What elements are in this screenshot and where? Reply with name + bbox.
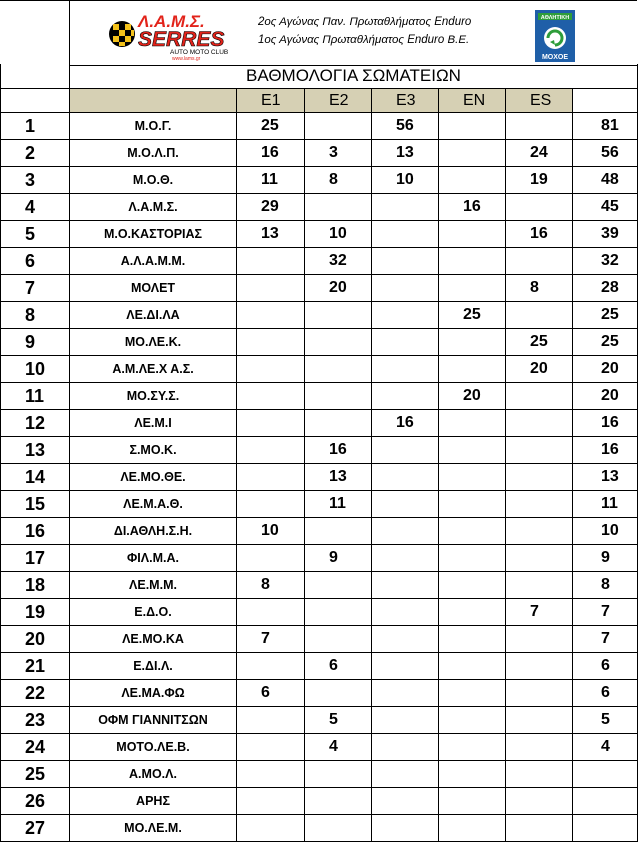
score-en	[439, 221, 506, 248]
score-e1	[237, 248, 305, 275]
score-e2: 4	[305, 734, 372, 761]
club-name: ΛΕ.ΜΟ.ΚΑ	[70, 626, 237, 653]
score-e3	[372, 734, 439, 761]
score-es: 16	[506, 221, 573, 248]
score-e3: 13	[372, 140, 439, 167]
table-row	[1, 383, 638, 410]
score-en: 16	[439, 194, 506, 221]
score-e3	[372, 599, 439, 626]
total-points: 5	[573, 707, 638, 734]
club-name: ΛΕ.ΔΙ.ΛΑ	[70, 302, 237, 329]
score-e2: 20	[305, 275, 372, 302]
standings-table	[0, 64, 638, 842]
score-e3	[372, 221, 439, 248]
score-e2: 9	[305, 545, 372, 572]
score-e3	[372, 545, 439, 572]
total-points: 16	[573, 410, 638, 437]
score-en	[439, 815, 506, 842]
score-es	[506, 788, 573, 815]
score-e1	[237, 329, 305, 356]
club-name: ΜΟ.ΛΕ.Μ.	[70, 815, 237, 842]
score-en: 20	[439, 383, 506, 410]
rank-cell: 9	[1, 329, 70, 356]
club-name: Μ.Ο.Θ.	[70, 167, 237, 194]
logo-url: www.lams.gr	[172, 56, 201, 61]
logo-serres-text: SERRES	[138, 28, 225, 51]
score-es: 20	[506, 356, 573, 383]
club-name: ΛΕ.Μ.Μ.	[70, 572, 237, 599]
score-es	[506, 626, 573, 653]
table-row	[1, 356, 638, 383]
score-es	[506, 491, 573, 518]
club-name: ΛΕ.ΜΟ.ΘΕ.	[70, 464, 237, 491]
score-e2	[305, 815, 372, 842]
score-es: 8	[506, 275, 573, 302]
score-es	[506, 734, 573, 761]
score-e3	[372, 356, 439, 383]
score-e3: 56	[372, 113, 439, 140]
table-row	[1, 572, 638, 599]
col-header-es: ES	[506, 89, 573, 113]
score-en	[439, 275, 506, 302]
club-name: ΟΦΜ ΓΙΑΝΝΙΤΣΩΝ	[70, 707, 237, 734]
total-points: 56	[573, 140, 638, 167]
table-row	[1, 275, 638, 302]
score-e1	[237, 734, 305, 761]
score-en	[439, 410, 506, 437]
total-points: 6	[573, 653, 638, 680]
score-en	[439, 464, 506, 491]
club-name: ΦΙΛ.Μ.Α.	[70, 545, 237, 572]
rank-cell: 12	[1, 410, 70, 437]
col-header-e2: E2	[305, 89, 372, 113]
sheet-header	[0, 0, 637, 66]
score-e3	[372, 680, 439, 707]
score-e1	[237, 275, 305, 302]
rank-cell: 4	[1, 194, 70, 221]
total-points: 81	[573, 113, 638, 140]
score-e1: 7	[237, 626, 305, 653]
federation-badge	[533, 9, 577, 63]
score-e2	[305, 410, 372, 437]
score-es: 24	[506, 140, 573, 167]
score-es	[506, 545, 573, 572]
score-e2	[305, 518, 372, 545]
score-e1	[237, 545, 305, 572]
club-name: Μ.Ο.Λ.Π.	[70, 140, 237, 167]
club-name: ΑΡΗΣ	[70, 788, 237, 815]
score-e1: 8	[237, 572, 305, 599]
score-e1	[237, 437, 305, 464]
total-points: 8	[573, 572, 638, 599]
race-line-1: 2ος Αγώνας Παν. Πρωταθλήματος Enduro	[258, 16, 472, 28]
score-en	[439, 734, 506, 761]
score-en	[439, 113, 506, 140]
total-points: 20	[573, 356, 638, 383]
table-row	[1, 734, 638, 761]
table-row	[1, 626, 638, 653]
table-row	[1, 599, 638, 626]
total-points: 7	[573, 626, 638, 653]
score-e2	[305, 626, 372, 653]
rank-cell: 21	[1, 653, 70, 680]
score-en	[439, 599, 506, 626]
club-name: ΜΟ.ΛΕ.Κ.	[70, 329, 237, 356]
score-e1: 10	[237, 518, 305, 545]
rank-cell: 22	[1, 680, 70, 707]
score-e1	[237, 788, 305, 815]
total-points: 7	[573, 599, 638, 626]
score-en	[439, 437, 506, 464]
score-es	[506, 572, 573, 599]
club-name: ΛΕ.Μ.Α.Θ.	[70, 491, 237, 518]
score-e1	[237, 464, 305, 491]
score-e1	[237, 383, 305, 410]
score-e1: 16	[237, 140, 305, 167]
score-es	[506, 113, 573, 140]
score-e3	[372, 653, 439, 680]
club-name: Ε.Δ.Ο.	[70, 599, 237, 626]
club-name: ΜΟΤΟ.ΛΕ.Β.	[70, 734, 237, 761]
club-name: Α.Μ.ΛΕ.Χ Α.Σ.	[70, 356, 237, 383]
total-points	[573, 788, 638, 815]
badge-top-text: ΑΘΛΗΤΙΚΗ	[540, 15, 570, 21]
score-en: 25	[439, 302, 506, 329]
score-e2	[305, 383, 372, 410]
table-row	[1, 491, 638, 518]
score-en	[439, 788, 506, 815]
total-points: 4	[573, 734, 638, 761]
club-name: ΛΕ.ΜΑ.ΦΩ	[70, 680, 237, 707]
score-e2	[305, 356, 372, 383]
score-e3	[372, 518, 439, 545]
rank-cell: 20	[1, 626, 70, 653]
club-name: ΜΟ.ΣΥ.Σ.	[70, 383, 237, 410]
table-row	[1, 437, 638, 464]
rank-cell: 10	[1, 356, 70, 383]
score-e2: 16	[305, 437, 372, 464]
total-points: 25	[573, 302, 638, 329]
rank-cell: 5	[1, 221, 70, 248]
table-row	[1, 302, 638, 329]
score-en	[439, 518, 506, 545]
score-e3: 16	[372, 410, 439, 437]
table-row	[1, 545, 638, 572]
score-en	[439, 707, 506, 734]
rank-cell: 7	[1, 275, 70, 302]
score-e2	[305, 788, 372, 815]
club-name: Ε.ΔΙ.Λ.	[70, 653, 237, 680]
score-e2	[305, 329, 372, 356]
total-points: 32	[573, 248, 638, 275]
score-e1	[237, 761, 305, 788]
score-e1: 29	[237, 194, 305, 221]
score-e3: 10	[372, 167, 439, 194]
logo-tagline: AUTO MOTO CLUB	[170, 49, 229, 56]
col-header-e3: E3	[372, 89, 439, 113]
score-en	[439, 680, 506, 707]
score-e3	[372, 788, 439, 815]
score-e3	[372, 815, 439, 842]
score-es	[506, 464, 573, 491]
club-name: Λ.Α.Μ.Σ.	[70, 194, 237, 221]
score-en	[439, 140, 506, 167]
total-points: 28	[573, 275, 638, 302]
race-info	[258, 13, 471, 49]
score-e2: 11	[305, 491, 372, 518]
score-e3	[372, 626, 439, 653]
rank-cell: 24	[1, 734, 70, 761]
score-en	[439, 545, 506, 572]
score-es: 25	[506, 329, 573, 356]
total-points	[573, 761, 638, 788]
club-name: Μ.Ο.Γ.	[70, 113, 237, 140]
score-es: 7	[506, 599, 573, 626]
total-points: 6	[573, 680, 638, 707]
score-e1	[237, 302, 305, 329]
rank-cell: 3	[1, 167, 70, 194]
total-points: 10	[573, 518, 638, 545]
score-es	[506, 707, 573, 734]
club-logo	[108, 9, 250, 61]
table-row	[1, 167, 638, 194]
score-e2	[305, 302, 372, 329]
score-e2: 13	[305, 464, 372, 491]
table-row	[1, 761, 638, 788]
score-e2	[305, 680, 372, 707]
score-e3	[372, 302, 439, 329]
title-row	[1, 64, 638, 89]
rank-cell: 25	[1, 761, 70, 788]
score-e2	[305, 599, 372, 626]
table-title: ΒΑΘΜΟΛΟΓΙΑ ΣΩΜΑΤΕΙΩΝ	[70, 64, 638, 89]
club-name: Μ.Ο.ΚΑΣΤΟΡΙΑΣ	[70, 221, 237, 248]
total-points: 45	[573, 194, 638, 221]
score-en	[439, 761, 506, 788]
score-en	[439, 248, 506, 275]
rank-cell: 13	[1, 437, 70, 464]
rank-cell: 17	[1, 545, 70, 572]
score-en	[439, 167, 506, 194]
score-e1: 25	[237, 113, 305, 140]
club-name: ΛΕ.Μ.Ι	[70, 410, 237, 437]
club-name: Α.Λ.Α.Μ.Μ.	[70, 248, 237, 275]
score-es	[506, 410, 573, 437]
score-e1	[237, 599, 305, 626]
score-es	[506, 653, 573, 680]
table-row	[1, 140, 638, 167]
rank-cell: 14	[1, 464, 70, 491]
total-points	[573, 815, 638, 842]
score-e1	[237, 815, 305, 842]
score-e3	[372, 707, 439, 734]
score-e3	[372, 572, 439, 599]
table-row	[1, 221, 638, 248]
score-e1	[237, 707, 305, 734]
table-row	[1, 410, 638, 437]
col-header-e1: E1	[237, 89, 305, 113]
table-row	[1, 815, 638, 842]
col-header-en: EN	[439, 89, 506, 113]
rank-cell: 26	[1, 788, 70, 815]
score-e2: 32	[305, 248, 372, 275]
club-name: ΜΟΛΕΤ	[70, 275, 237, 302]
total-points: 20	[573, 383, 638, 410]
rank-cell: 16	[1, 518, 70, 545]
table-row	[1, 329, 638, 356]
column-header-row	[1, 89, 638, 113]
score-en	[439, 572, 506, 599]
score-e3	[372, 383, 439, 410]
table-row	[1, 707, 638, 734]
score-es	[506, 302, 573, 329]
score-e3	[372, 437, 439, 464]
score-es	[506, 815, 573, 842]
rank-cell: 15	[1, 491, 70, 518]
table-row	[1, 464, 638, 491]
score-e2: 8	[305, 167, 372, 194]
rank-cell: 6	[1, 248, 70, 275]
table-row	[1, 113, 638, 140]
score-es	[506, 194, 573, 221]
score-e2	[305, 761, 372, 788]
table-row	[1, 194, 638, 221]
score-e2	[305, 113, 372, 140]
table-row	[1, 653, 638, 680]
score-e1: 13	[237, 221, 305, 248]
rank-cell: 23	[1, 707, 70, 734]
rank-cell: 11	[1, 383, 70, 410]
score-e1	[237, 653, 305, 680]
race-line-2: 1ος Αγώνας Πρωταθλήματος Enduro Β.Ε.	[258, 34, 470, 46]
score-e2: 5	[305, 707, 372, 734]
total-points: 25	[573, 329, 638, 356]
score-e1	[237, 356, 305, 383]
score-e3	[372, 275, 439, 302]
score-e3	[372, 329, 439, 356]
score-e3	[372, 248, 439, 275]
score-en	[439, 653, 506, 680]
score-e2: 6	[305, 653, 372, 680]
rank-cell: 8	[1, 302, 70, 329]
score-e3	[372, 491, 439, 518]
total-points: 48	[573, 167, 638, 194]
score-e1: 11	[237, 167, 305, 194]
score-e2	[305, 194, 372, 221]
total-points: 39	[573, 221, 638, 248]
score-e2: 3	[305, 140, 372, 167]
score-e3	[372, 761, 439, 788]
badge-bottom-text: ΜΟΧΟΕ	[541, 54, 569, 61]
score-e2: 10	[305, 221, 372, 248]
score-es	[506, 680, 573, 707]
rank-cell: 1	[1, 113, 70, 140]
score-e1: 6	[237, 680, 305, 707]
club-name: Σ.ΜΟ.Κ.	[70, 437, 237, 464]
total-points: 16	[573, 437, 638, 464]
rank-cell: 27	[1, 815, 70, 842]
score-e1	[237, 410, 305, 437]
table-row	[1, 680, 638, 707]
rank-cell: 2	[1, 140, 70, 167]
score-e3	[372, 464, 439, 491]
club-name: Α.ΜΟ.Λ.	[70, 761, 237, 788]
checkered-helmet-icon	[108, 9, 250, 61]
total-points: 13	[573, 464, 638, 491]
rank-cell: 18	[1, 572, 70, 599]
table-row	[1, 788, 638, 815]
score-es	[506, 761, 573, 788]
score-es	[506, 383, 573, 410]
score-en	[439, 626, 506, 653]
table-row	[1, 248, 638, 275]
score-en	[439, 356, 506, 383]
score-en	[439, 329, 506, 356]
score-es: 19	[506, 167, 573, 194]
score-e2	[305, 572, 372, 599]
score-es	[506, 437, 573, 464]
score-en	[439, 491, 506, 518]
total-points: 11	[573, 491, 638, 518]
logo-lams-text: Λ.Α.Μ.Σ.	[138, 12, 205, 31]
total-points: 9	[573, 545, 638, 572]
rank-cell: 19	[1, 599, 70, 626]
score-es	[506, 248, 573, 275]
table-row	[1, 518, 638, 545]
score-e1	[237, 491, 305, 518]
federation-logo-icon	[533, 9, 577, 63]
score-e3	[372, 194, 439, 221]
score-es	[506, 518, 573, 545]
club-name: ΔΙ.ΑΘΛΗ.Σ.Η.	[70, 518, 237, 545]
